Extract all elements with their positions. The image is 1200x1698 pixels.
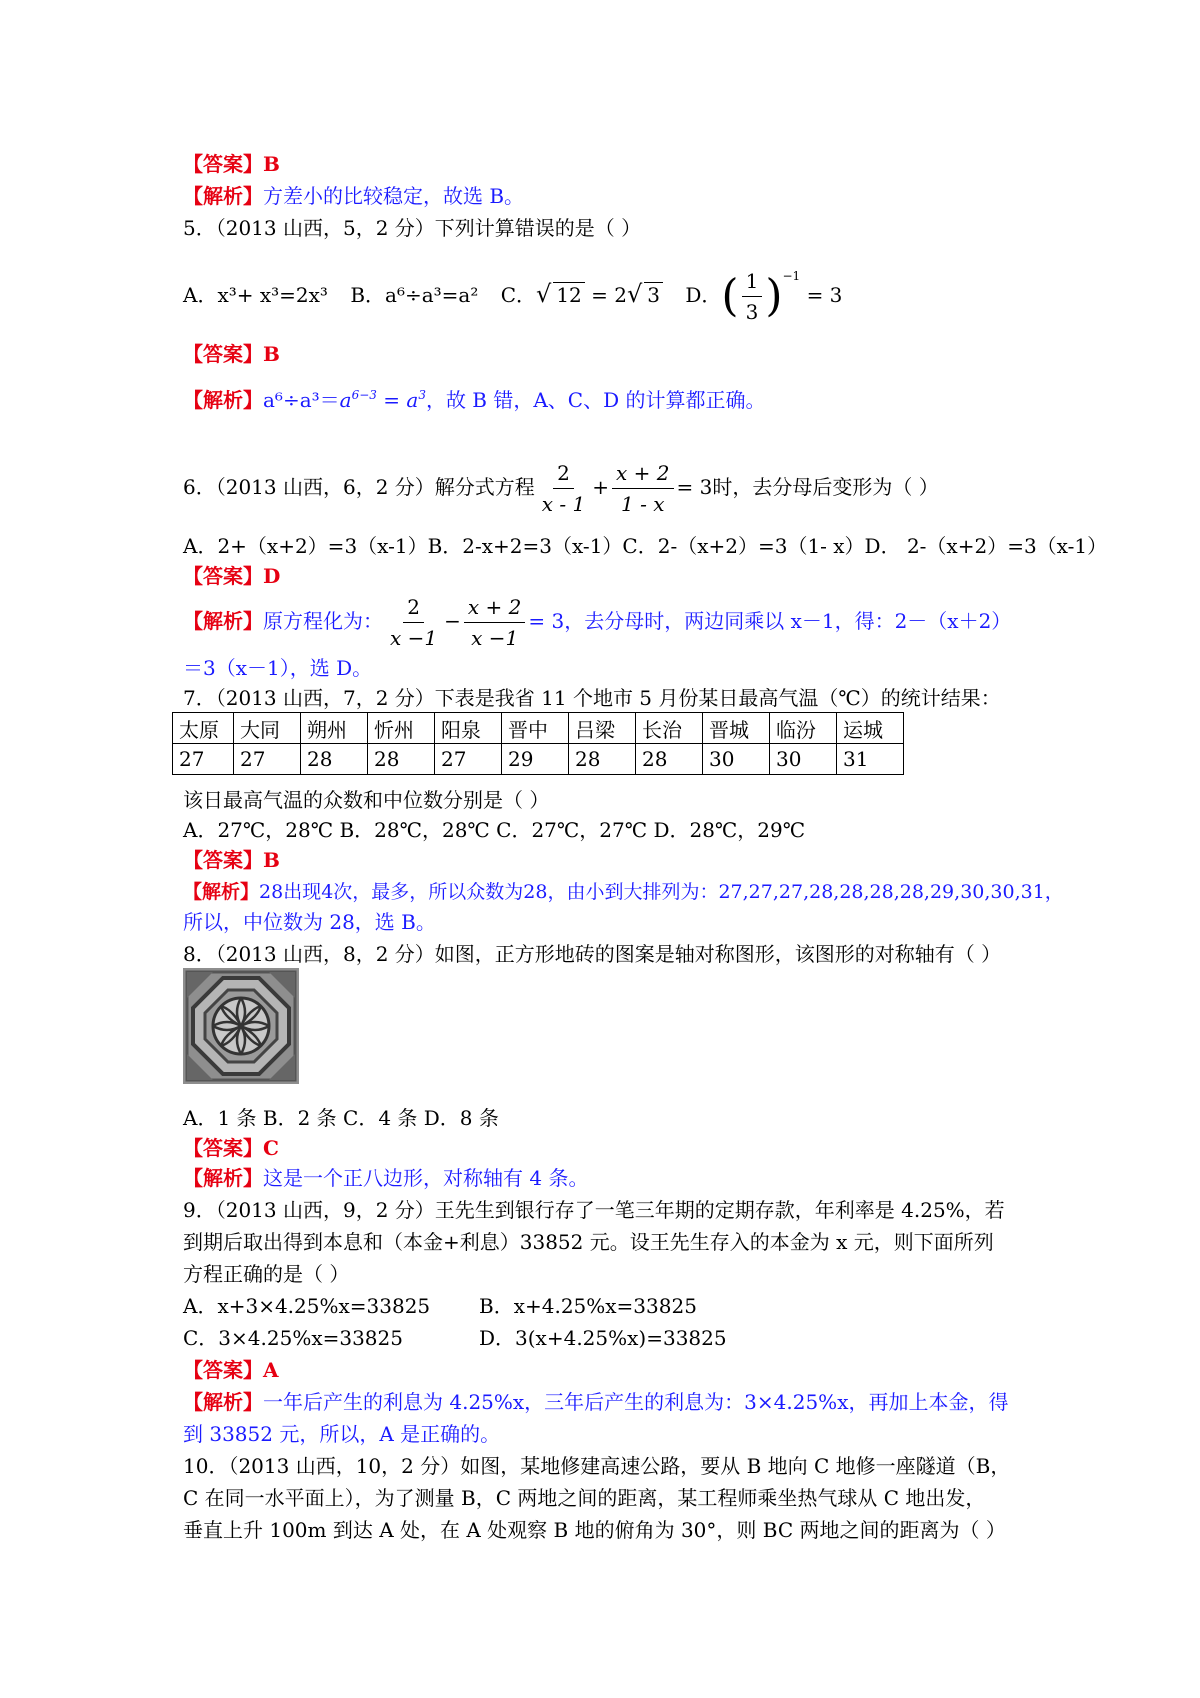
q6-answer (183, 562, 280, 590)
q5-options (183, 268, 842, 328)
q9-stem-line3: 方程正确的是（ ） (183, 1262, 350, 1286)
q9-option-c: C．3×4.25%x=33825 (183, 1326, 403, 1350)
q5-option-b-label: B． (350, 283, 386, 307)
q6-stem (183, 460, 939, 517)
table-cell-city: 朔州 (301, 713, 368, 744)
q9-explanation-line2: 到 33852 元，所以，A 是正确的。 (183, 1422, 501, 1446)
q7-question: 该日最高气温的众数和中位数分别是（ ） (183, 788, 550, 812)
q9-option-b: B．x+4.25%x=33825 (479, 1294, 697, 1318)
table-cell-city: 太原 (173, 713, 234, 744)
table-cell-temp: 27 (435, 744, 502, 775)
table-cell-temp: 28 (569, 744, 636, 775)
octagon-tile-figure (183, 968, 299, 1084)
q5-answer (183, 340, 280, 368)
q6-stem-suffix: = 3时，去分母后变形为（ ） (676, 475, 939, 499)
fraction-numerator: 2 (403, 594, 424, 623)
answer-label: 【答案】 (183, 564, 263, 588)
table-cell-city: 忻州 (368, 713, 435, 744)
table-cell-temp: 31 (837, 744, 904, 775)
fraction-numerator: x + 2 (464, 594, 525, 623)
q8-explanation (183, 1164, 588, 1192)
table-cell-city: 晋中 (502, 713, 569, 744)
plus-sign: + (592, 475, 610, 499)
explain-text: = 3，去分母时，两边同乘以 x－1，得：2－（x＋2） (528, 609, 1012, 633)
table-cell-city: 长治 (636, 713, 703, 744)
explain-label: 【解析】 (183, 1390, 263, 1414)
q6-explain-fraction-2 (464, 594, 525, 651)
table-cell-temp: 28 (636, 744, 703, 775)
table-cell-temp: 28 (368, 744, 435, 775)
table-cell-city: 吕梁 (569, 713, 636, 744)
answer-label: 【答案】 (183, 152, 263, 176)
sqrt-icon: √ (626, 280, 643, 308)
q6-explanation (183, 594, 1011, 651)
q7-answer (183, 846, 280, 874)
q9-options-row1 (183, 1292, 697, 1320)
fraction-numerator: 2 (553, 460, 574, 489)
minus-sign: − (444, 609, 461, 633)
explain-text: 方差小的比较稳定，故选 B。 (263, 184, 525, 208)
q10-stem-line3: 垂直上升 100m 到达 A 处，在 A 处观察 B 地的俯角为 30°，则 BC 两地之间的距离为（ ） (183, 1518, 1006, 1542)
explain-text: ，故 B 错，A、C、D 的计算都正确。 (425, 388, 766, 412)
explain-label: 【解析】 (183, 184, 263, 208)
explain-label: 【解析】 (183, 388, 263, 412)
q8-answer (183, 1134, 279, 1162)
q5-option-b: a⁶÷a³=a² (385, 283, 479, 307)
q6-stem-prefix: 6．（2013 山西，6，2 分）解分式方程 (183, 475, 535, 499)
table-row (173, 744, 904, 775)
answer-value: A (263, 1358, 279, 1382)
answer-label: 【答案】 (183, 1136, 263, 1160)
q7-explanation (183, 878, 1064, 906)
q5-option-d-label: D． (685, 283, 722, 307)
table-cell-temp: 30 (770, 744, 837, 775)
fraction-denominator: 3 (745, 300, 759, 324)
answer-value: B (263, 152, 280, 176)
answer-value: D (263, 564, 281, 588)
answer-label: 【答案】 (183, 342, 263, 366)
table-cell-city: 运城 (837, 713, 904, 744)
table-row (173, 713, 904, 744)
q6-explanation-line2: ＝3（x－1），选 D。 (183, 656, 373, 680)
explain-text: a⁶÷a³＝ (263, 388, 340, 412)
q6-options: A．2+（x+2）=3（x-1）B．2-x+2=3（x-1）C．2-（x+2）=3（1- x）D． 2-（x+2）=3（x-1） (183, 534, 1108, 558)
q6-explain-fraction-1 (386, 594, 441, 651)
explain-exponent: 3 (418, 388, 426, 402)
fraction-denominator: x - 1 (541, 492, 586, 516)
fraction-numerator: x + 2 (612, 460, 673, 489)
table-cell-city: 大同 (234, 713, 301, 744)
answer-value: B (263, 342, 280, 366)
q5-option-c-rhs: = 2 (591, 283, 627, 307)
q5-option-d-fraction (742, 268, 763, 325)
sqrt-icon: √ (536, 280, 552, 308)
explain-text: 一年后产生的利息为 4.25%x，三年后产生的利息为：3×4.25%x，再加上本金，得 (263, 1390, 1009, 1414)
q8-options: A．1 条 B．2 条 C．4 条 D．8 条 (183, 1106, 499, 1130)
explain-math: a (339, 388, 352, 412)
q7-options: A．27℃，28℃ B．28℃，28℃ C．27℃，27℃ D．28℃，29℃ (183, 818, 806, 842)
q5-stem: 5．（2013 山西，5，2 分）下列计算错误的是（ ） (183, 216, 642, 240)
q9-stem-line1: 9．（2013 山西，9，2 分）王先生到银行存了一笔三年期的定期存款，年利率是 4.25%，若 (183, 1198, 1005, 1222)
right-paren-icon: ) (765, 270, 783, 322)
explain-label: 【解析】 (183, 881, 260, 903)
q5-explanation (183, 386, 766, 414)
q5-option-a-label: A． (183, 283, 218, 307)
explain-exponent: 6−3 (351, 388, 377, 402)
table-cell-temp: 29 (502, 744, 569, 775)
table-cell-temp: 27 (234, 744, 301, 775)
q5-option-c-label: C． (500, 283, 537, 307)
table-cell-city: 临汾 (770, 713, 837, 744)
q5-option-a: x³+ x³=2x³ (217, 283, 328, 307)
q5-option-d-rhs: = 3 (806, 283, 843, 307)
explain-text: 28出现4次，最多，所以众数为28，由小到大排列为：27,27,27,28,28,28,28,29,30,30,31， (259, 881, 1064, 903)
explain-label: 【解析】 (183, 1166, 263, 1190)
q9-stem-line2: 到期后取出得到本息和（本金+利息）33852 元。设王先生存入的本金为 x 元，则下面所列 (183, 1230, 994, 1254)
q8-stem: 8．（2013 山西，8，2 分）如图，正方形地砖的图案是轴对称图形，该图形的对称轴有（ ） (183, 942, 1002, 966)
q5-option-d-exponent: −1 (782, 269, 801, 283)
q5-option-c-radicand: 12 (553, 282, 584, 307)
temperature-table (172, 712, 904, 775)
q9-explanation (183, 1388, 1008, 1416)
answer-label: 【答案】 (183, 1358, 263, 1382)
left-paren-icon: ( (721, 270, 739, 322)
q6-fraction-2 (612, 460, 673, 517)
table-cell-city: 晋城 (703, 713, 770, 744)
q9-options-row2 (183, 1324, 727, 1352)
fraction-denominator: x −1 (390, 626, 438, 650)
table-cell-temp: 27 (173, 744, 234, 775)
answer-value: B (263, 848, 280, 872)
explain-label: 【解析】 (183, 609, 263, 633)
table-cell-city: 阳泉 (435, 713, 502, 744)
q4-answer (183, 150, 280, 178)
q9-option-d: D．3(x+4.25%x)=33825 (479, 1326, 727, 1350)
q10-stem-line2: C 在同一水平面上），为了测量 B，C 两地之间的距离，某工程师乘坐热气球从 C 地出发， (183, 1486, 986, 1510)
explain-text: 原方程化为： (263, 609, 383, 633)
q6-fraction-1 (538, 460, 589, 517)
fraction-denominator: x −1 (471, 626, 519, 650)
fraction-denominator: 1 - x (621, 492, 665, 516)
fraction-numerator: 1 (742, 268, 763, 297)
explain-text: 这是一个正八边形，对称轴有 4 条。 (263, 1166, 589, 1190)
q4-explanation (183, 182, 524, 210)
answer-value: C (263, 1136, 279, 1160)
answer-label: 【答案】 (183, 848, 263, 872)
q9-option-a: A．x+3×4.25%x=33825 (183, 1294, 431, 1318)
q10-stem-line1: 10．（2013 山西，10，2 分）如图，某地修建高速公路，要从 B 地向 C 地修一座隧道（B， (183, 1454, 1011, 1478)
q5-option-c-rhs-radicand: 3 (644, 282, 663, 307)
explain-math: = a (376, 388, 419, 412)
q9-answer (183, 1356, 279, 1384)
table-cell-temp: 30 (703, 744, 770, 775)
q7-explanation-line2: 所以，中位数为 28，选 B。 (183, 910, 436, 934)
q7-stem: 7．（2013 山西，7，2 分）下表是我省 11 个地市 5 月份某日最高气温（℃）的统计结果： (183, 686, 1001, 710)
table-cell-temp: 28 (301, 744, 368, 775)
